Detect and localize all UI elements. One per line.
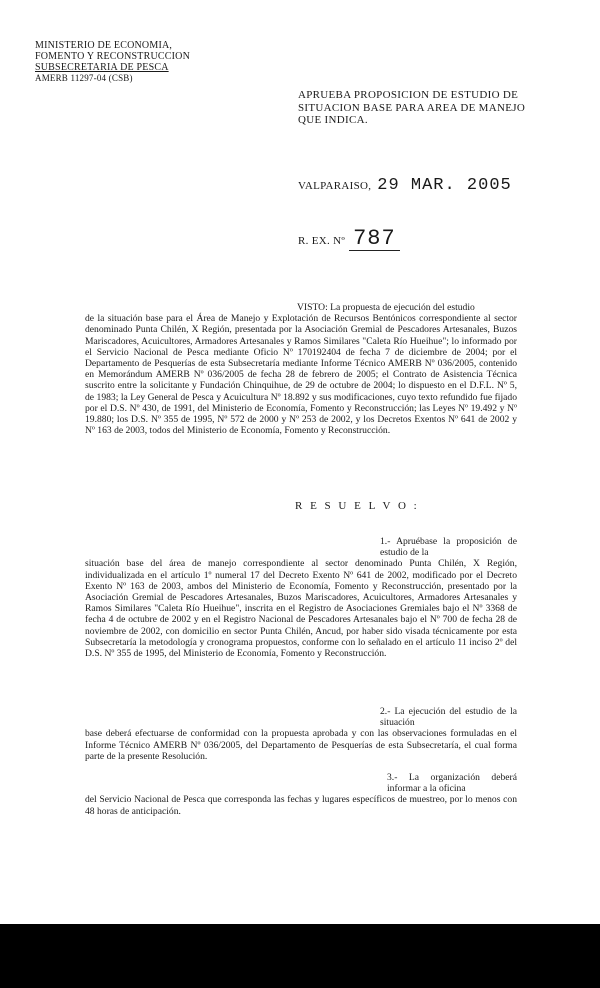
letterhead-reference: AMERB 11297-04 (CSB)	[35, 73, 133, 83]
resolution-subject: APRUEBA PROPOSICION DE ESTUDIO DE SITUACION BASE PARA AREA DE MANEJO QUE INDICA.	[298, 89, 526, 126]
scan-border	[0, 924, 600, 988]
letterhead	[35, 40, 225, 84]
item-2-body: base deberá efectuarse de conformidad con la propuesta aprobada y con las observaciones formuladas en el Informe Técnico AMERB Nº 036/2005, del Departamento de Pesquerías de esta Subsecretaría, el cual forma parte de la presente Resolución.	[85, 728, 517, 762]
resolution-number	[298, 228, 400, 251]
rex-label: R. EX. Nº	[298, 235, 346, 247]
date-stamp: 29 MAR. 2005	[377, 176, 512, 195]
place: VALPARAISO,	[298, 180, 372, 192]
item-3-lead: 3.- La organización deberá informar a la oficina	[387, 772, 517, 795]
item-3-body: del Servicio Nacional de Pesca que corresponda las fechas y lugares específicos de muestreo, por lo menos con 48 horas de anticipación.	[85, 794, 517, 817]
item-1-lead: 1.- Apruébase la proposición de estudio de la	[380, 536, 517, 559]
resolution-item-2	[85, 706, 517, 762]
letterhead-ministry: MINISTERIO DE ECONOMIA,	[35, 40, 173, 51]
visto-lead: VISTO: La propuesta de ejecución del estudio	[297, 302, 475, 313]
resolution-item-1	[85, 536, 517, 659]
visto-paragraph	[85, 302, 517, 436]
resolution-item-3	[85, 772, 517, 817]
resuelvo-heading: R E S U E L V O :	[295, 500, 420, 512]
letterhead-subsecretaria: SUBSECRETARIA DE PESCA	[35, 62, 169, 73]
visto-body: de la situación base para el Área de Manejo y Explotación de Recursos Bentónicos correspondiente al sector denominado Punta Chilén, X Región, presentada por la Asociación Gremial de Pescadores Artesanales, Buzos Mariscadores, Acuicultores, Armadores Artesanales y Ramos Similares "Caleta Río Hueihue"; lo informado por el Servicio Nacional de Pesca mediante Oficio Nº 170192404 de fecha 7 de diciembre de 2004; por el Departamento de Pesquerías de esta Subsecretaría mediante Informe Técnico AMERB Nº 036/2005, contenido en Memorándum AMERB Nº 036/2005 de fecha 28 de febrero de 2005; el Contrato de Asistencia Técnica suscrito entre la solicitante y Fundación Chinquihue, de 29 de octubre de 2004; lo dispuesto en el D.F.L. Nº 5, de 1983; la Ley General de Pesca y Acuicultura Nº 18.892 y sus modificaciones, cuyo texto refundido fue fijado por el D.S. Nº 430, de 1991, del Ministerio de Economía, Fomento y Reconstrucción; las Leyes Nº 19.492 y Nº 19.880; los D.S. Nº 355 de 1995, Nº 572 de 2000 y Nº 253 de 2002, y los Decretos Exentos Nº 641 de 2002 y Nº 163 de 2003, todos del Ministerio de Economía, Fomento y Reconstrucción.	[85, 313, 517, 437]
item-1-body: situación base del área de manejo correspondiente al sector denominado Punta Chilén, X Región, individualizada en el artículo 1º numeral 17 del Decreto Exento Nº 641 de 2002, modificado por el Decreto Exento Nº 163 de 2003, ambos del Ministerio de Economía, Fomento y Reconstrucción, presentado por la Asociación Gremial de Pescadores Artesanales, Buzos Mariscadores, Acuicultores, Armadores Artesanales y Ramos Similares "Caleta Río Hueihue", inscrita en el Registro de Asociaciones Gremiales bajo el Nº 3368 de fecha 4 de octubre de 2002 y en el Registro Nacional de Pescadores Artesanales bajo el Nº 700 de fecha 28 de noviembre de 2002, con domicilio en sector Punta Chilén, Ancud, por haber sido visada técnicamente por esta Subsecretaría la metodología y cronograma propuestos, conforme con lo señalado en el artículo 11 inciso 2º del D.S. Nº 355 de 1995, del Ministerio de Economía, Fomento y Reconstrucción.	[85, 558, 517, 660]
place-date	[298, 176, 512, 195]
letterhead-fomento: FOMENTO Y RECONSTRUCCION	[35, 51, 191, 62]
item-2-lead: 2.- La ejecución del estudio de la situación	[380, 706, 517, 729]
rex-number: 787	[349, 228, 400, 251]
